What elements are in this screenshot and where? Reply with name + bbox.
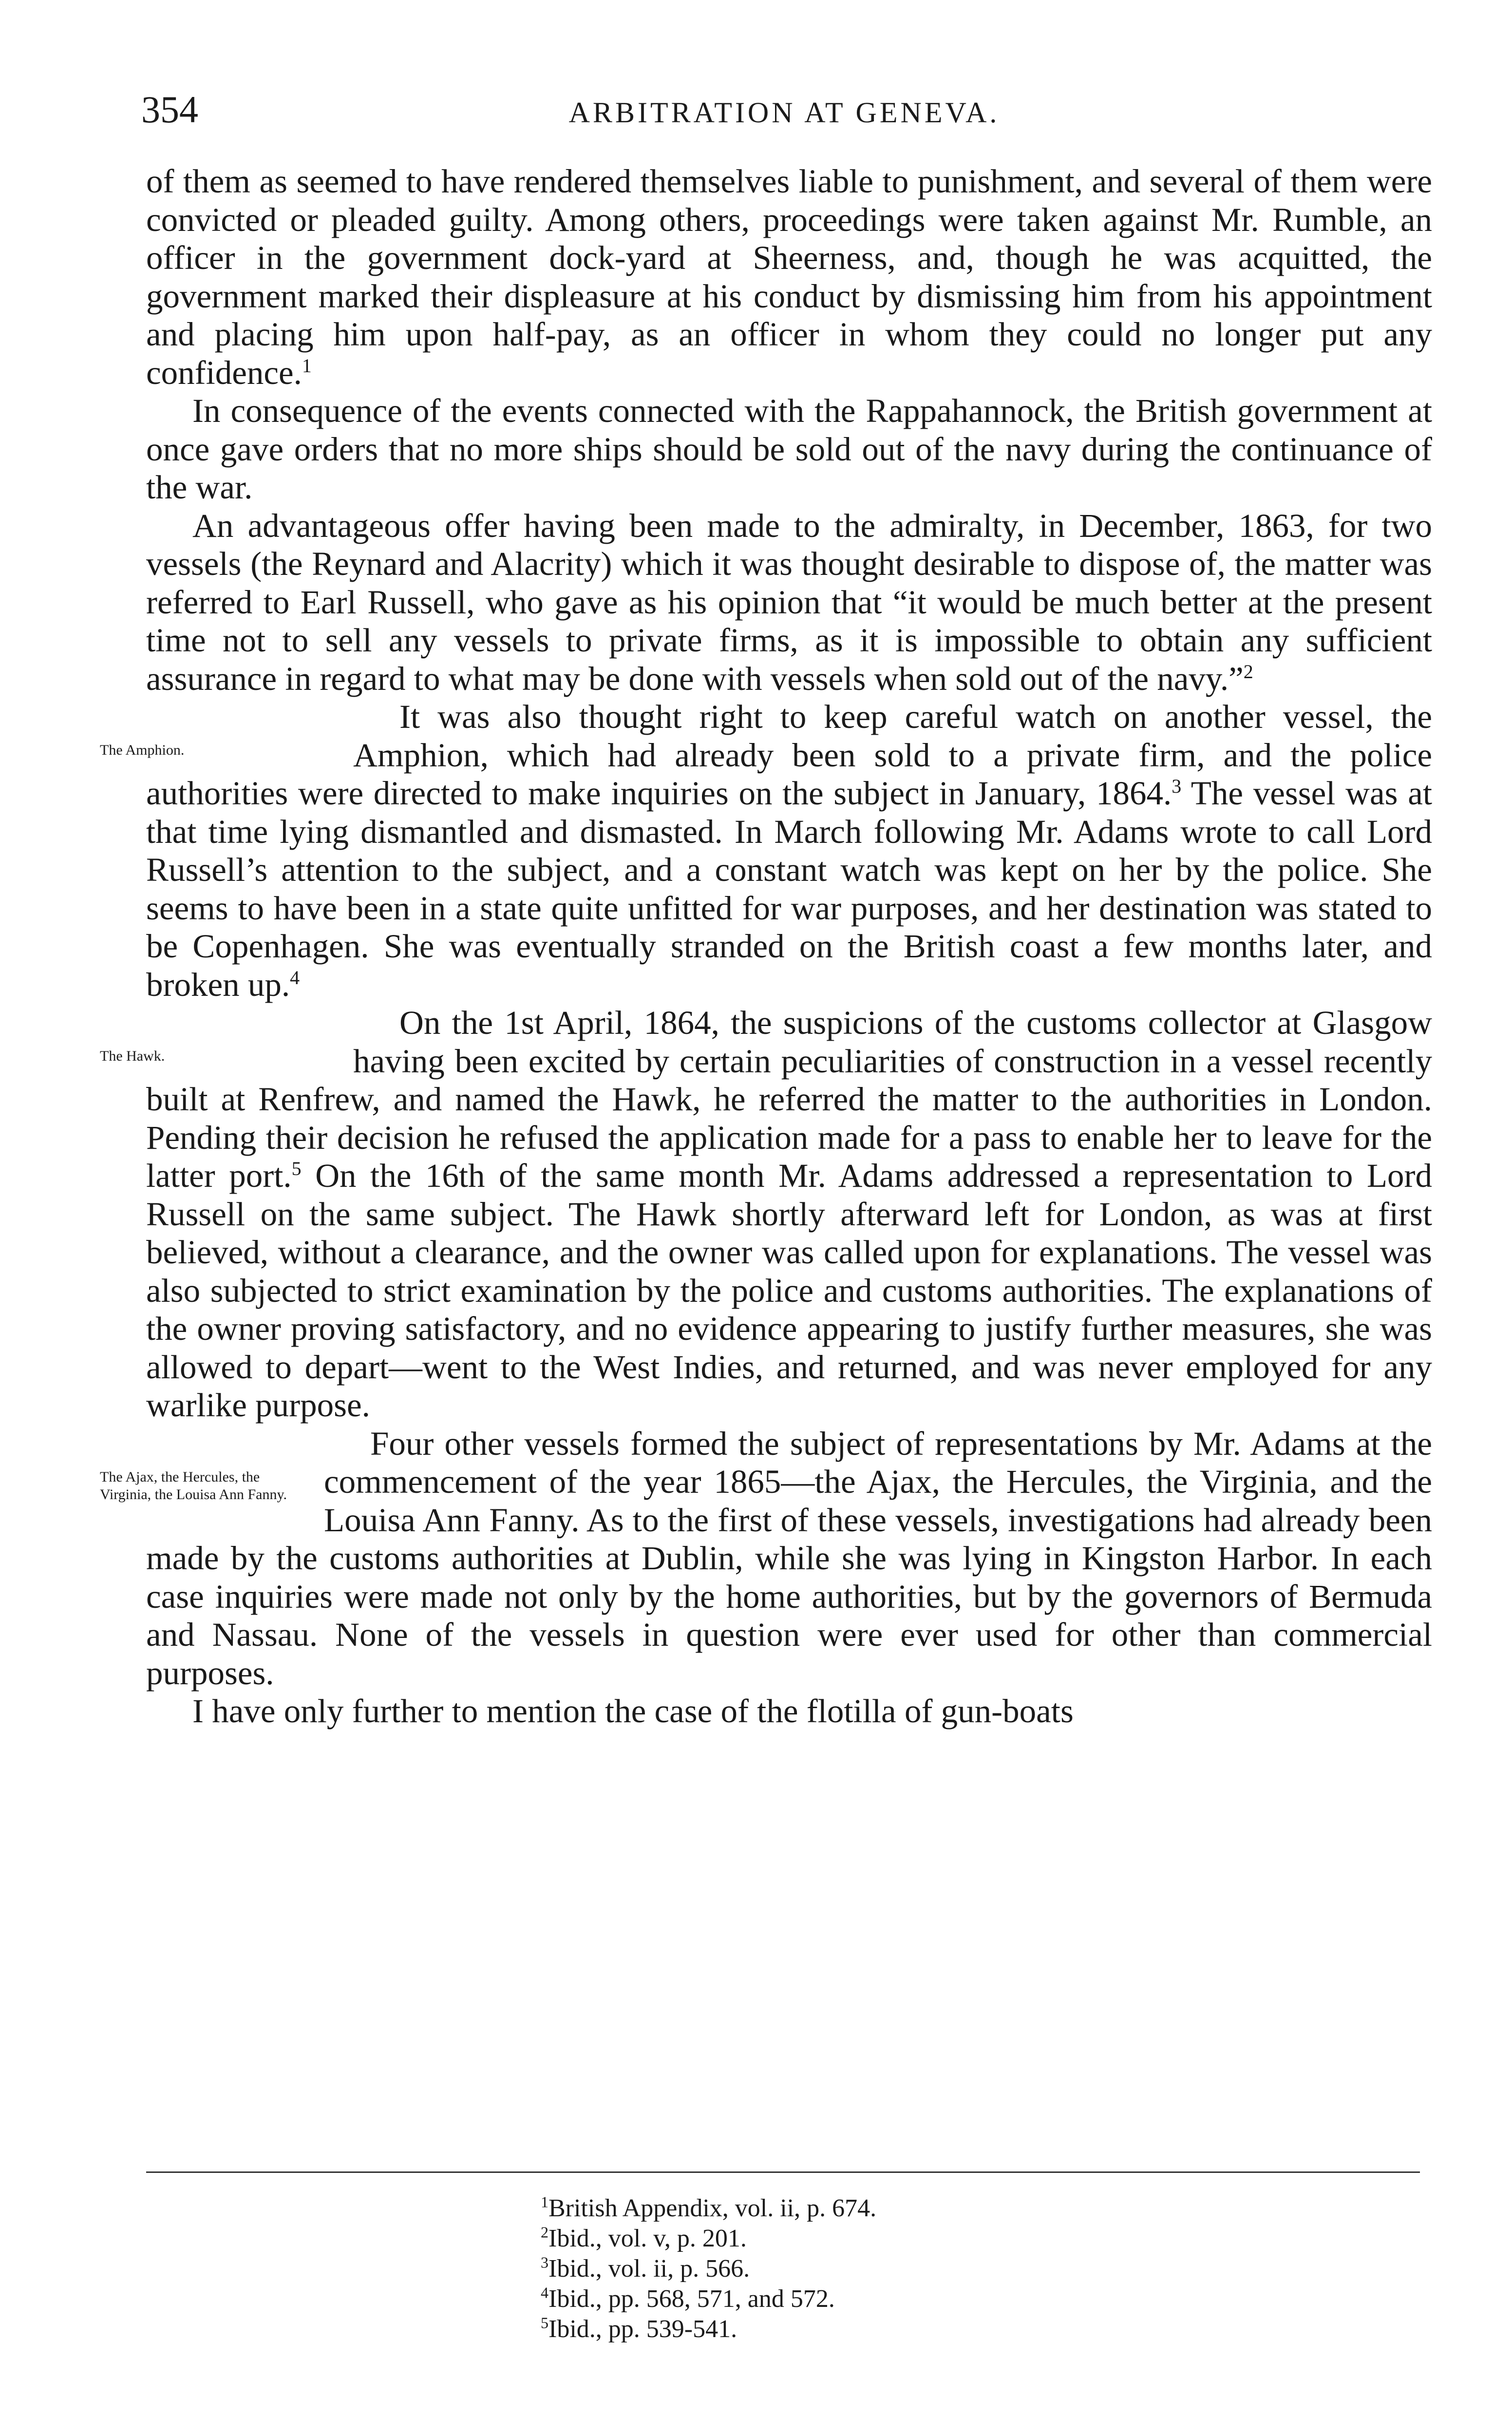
paragraph-2: In consequence of the events connected with the Rappahannock, the British government at once gave orders that no more ships should be sold out of the navy during the continuance of the war.: [146, 392, 1432, 506]
paragraph-6-text: Four other vessels formed the subject of representations by Mr. Adams at the commencement of the year 1865—the Ajax, the Hercules, the Virginia, and the Louisa Ann Fanny. As to the first of these vessels, investigations had already been made by the customs authorities at Dublin, while she was lying in Kingston Harbor. In each case inquiries were made not only by the home authorities, but by the governors of Bermuda and Nassau. None of the vessels in question were ever used for other than commercial purposes.: [146, 1425, 1432, 1692]
paragraph-4-text-a: It was also thought right to keep careful watch on another vessel, the Amphion, which had already been sold to a private firm, and the police authorities were directed to make inquiries on the subject in January, 1864.: [146, 698, 1432, 812]
footnote-4: [541, 2284, 1271, 2314]
footnote-ref-1: 1: [302, 354, 312, 377]
footnote-ref-2: 2: [1243, 660, 1253, 683]
side-note-hawk: The Hawk.: [100, 1048, 165, 1064]
footnote-mark: 4: [541, 2284, 548, 2302]
page-header: [141, 85, 1427, 144]
body-text: [100, 162, 1432, 1731]
footnote-text: Ibid., pp. 539-541.: [548, 2315, 737, 2343]
footnote-text: Ibid., vol. v, p. 201.: [548, 2225, 747, 2252]
page-number: 354: [141, 88, 198, 131]
side-note-amphion: The Amphion.: [100, 742, 185, 758]
footnote-ref-4: 4: [290, 966, 300, 989]
paragraph-5-text-a: On the 1st April, 1864, the suspicions of the customs collector at Glasgow having been excited by certain peculiarities of construction in a vessel recently built at Renfrew, and named the Hawk, he referred the matter to the authorities in London. Pending their decision he refused the application made for a pass to enable her to leave for the latter port.: [146, 1004, 1432, 1194]
paragraph-4: [100, 698, 1432, 1004]
footnote-3: [541, 2254, 1271, 2284]
footnote-text: British Appendix, vol. ii, p. 674.: [548, 2194, 877, 2222]
paragraph-7: I have only further to mention the case of the flotilla of gun-boats: [192, 1693, 1074, 1730]
footnote-mark: 5: [541, 2314, 548, 2332]
paragraph-6: [100, 1425, 1432, 1693]
paragraph-3: [146, 507, 1432, 698]
running-title: ARBITRATION AT GENEVA.: [568, 96, 1000, 129]
footnote-2: [541, 2224, 1271, 2254]
paragraph-5-text-b: On the 16th of the same month Mr. Adams addressed a representation to Lord Russell on the same subject. The Hawk shortly afterward left for London, as was at first believed, without a clearance, and the owner was called upon for explanations. The vessel was also subjected to strict examination by the police and customs authorities. The explanations of the owner proving satisfactory, and no evidence appearing to justify further measures, she was allowed to depart—went to the West Indies, and returned, and was never employed for any warlike purpose.: [146, 1157, 1432, 1424]
footnote-mark: 3: [541, 2253, 548, 2271]
footnote-text: Ibid., pp. 568, 571, and 572.: [548, 2285, 835, 2313]
side-note-ajax-hercules-virginia: The Ajax, the Hercules, the Virginia, the Louisa Ann Fanny.: [100, 1468, 287, 1503]
paragraph-4-text-b: The vessel was at that time lying dismantled and dismasted. In March following Mr. Adams wrote to call Lord Russell’s attention to the subject, and a constant watch was kept on her by the police. She seems to have been in a state quite unfitted for war purposes, and her destination was stated to be Copenhagen. She was eventually stranded on the British coast a few months later, and broken up.: [146, 775, 1432, 1003]
footnote-ref-5: 5: [291, 1158, 302, 1180]
paragraph-5: [100, 1004, 1432, 1425]
footnote-mark: 2: [541, 2223, 548, 2241]
paragraph-1-text: of them as seemed to have rendered themselves liable to punishment, and several of them were convicted or pleaded guilty. Among others, proceedings were taken against Mr. Rumble, an officer in the government dock-yard at Sheerness, and, though he was acquitted, the government marked their displeasure at his conduct by dismissing him from his appointment and placing him upon half-pay, as an officer in whom they could no longer put any confidence.: [146, 163, 1432, 391]
footnote-ref-3: 3: [1172, 775, 1182, 797]
footnote-1: [541, 2193, 1271, 2224]
footnote-5: [541, 2314, 1271, 2344]
footnotes: [541, 2193, 1271, 2344]
footnote-divider: [146, 2171, 1420, 2173]
footnote-mark: 1: [541, 2193, 548, 2211]
footnote-text: Ibid., vol. ii, p. 566.: [548, 2255, 750, 2283]
paragraph-3-text: An advantageous offer having been made to the admiralty, in December, 1863, for two vessels (the Reynard and Alacrity) which it was thought desirable to dispose of, the matter was referred to Earl Russell, who gave as his opinion that “it would be much better at the present time not to sell any vessels to private firms, as it is impossible to obtain any sufficient assurance in regard to what may be done with vessels when sold out of the navy.”: [146, 507, 1432, 697]
paragraph-1: [146, 162, 1432, 392]
